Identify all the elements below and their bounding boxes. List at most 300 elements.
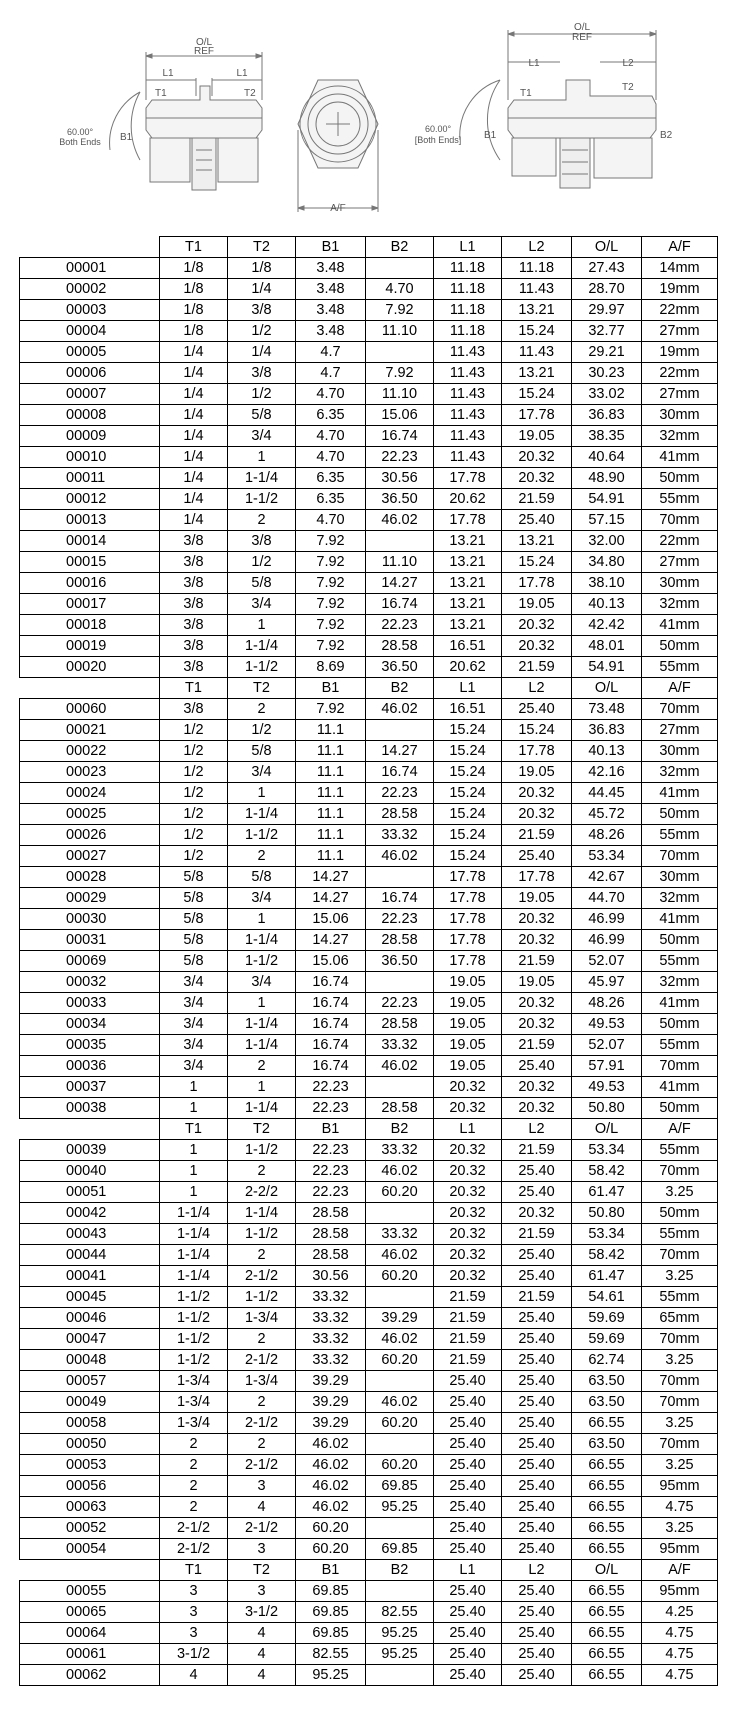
table-cell: 1-3/4 [228, 1308, 296, 1329]
part-number-cell: 00026 [20, 825, 160, 846]
table-row [20, 972, 718, 993]
table-header-row [20, 1560, 718, 1581]
column-header: O/L [572, 237, 642, 258]
table-cell: 15.06 [296, 909, 366, 930]
table-cell: 11.43 [434, 363, 502, 384]
table-row [20, 552, 718, 573]
table-cell: 3.25 [642, 1455, 718, 1476]
table-cell: 20.32 [502, 930, 572, 951]
part-number-cell: 00025 [20, 804, 160, 825]
table-cell: 1-1/4 [228, 930, 296, 951]
column-header: B2 [366, 237, 434, 258]
table-cell: 19.05 [434, 972, 502, 993]
table-row [20, 1245, 718, 1266]
table-cell: 7.92 [296, 636, 366, 657]
table-cell: 1/2 [160, 846, 228, 867]
table-cell: 1 [228, 447, 296, 468]
table-cell: 49.53 [572, 1014, 642, 1035]
table-cell: 2-1/2 [228, 1455, 296, 1476]
table-cell: 1/4 [160, 405, 228, 426]
table-cell: 44.70 [572, 888, 642, 909]
part-number-cell: 00014 [20, 531, 160, 552]
table-cell: 60.20 [366, 1182, 434, 1203]
table-cell: 20.62 [434, 657, 502, 678]
table-cell: 11.1 [296, 762, 366, 783]
table-cell: 1-1/4 [160, 1245, 228, 1266]
table-cell: 50.80 [572, 1098, 642, 1119]
table-cell: 1-1/2 [228, 657, 296, 678]
table-cell: 1 [160, 1161, 228, 1182]
table-cell: 2 [228, 1434, 296, 1455]
part-number-cell: 00061 [20, 1644, 160, 1665]
table-cell: 5/8 [228, 405, 296, 426]
part-number-cell: 00022 [20, 741, 160, 762]
table-cell: 1-1/2 [228, 1224, 296, 1245]
table-cell: 1-1/4 [228, 1203, 296, 1224]
table-cell: 11.43 [502, 342, 572, 363]
table-cell: 69.85 [296, 1602, 366, 1623]
table-row [20, 1644, 718, 1665]
table-cell: 46.02 [296, 1497, 366, 1518]
part-number-cell: 00005 [20, 342, 160, 363]
table-cell: 15.24 [502, 720, 572, 741]
table-cell: 66.55 [572, 1518, 642, 1539]
table-cell: 6.35 [296, 405, 366, 426]
table-cell: 52.07 [572, 951, 642, 972]
table-row [20, 951, 718, 972]
table-cell: 45.72 [572, 804, 642, 825]
table-row [20, 783, 718, 804]
table-cell: 54.91 [572, 489, 642, 510]
table-cell: 69.85 [296, 1623, 366, 1644]
header-blank-cell [20, 678, 160, 699]
table-cell: 20.32 [434, 1077, 502, 1098]
table-row [20, 930, 718, 951]
table-cell: 1/2 [228, 720, 296, 741]
table-cell: 25.40 [502, 1644, 572, 1665]
table-cell: 1/2 [160, 762, 228, 783]
part-number-cell: 00044 [20, 1245, 160, 1266]
part-number-cell: 00060 [20, 699, 160, 720]
left-angle-label: 60.00° [66, 127, 94, 137]
column-header: O/L [572, 1119, 642, 1140]
column-header: L1 [434, 1560, 502, 1581]
table-cell: 55mm [642, 1224, 718, 1245]
table-cell: 21.59 [434, 1329, 502, 1350]
table-cell: 95.25 [366, 1497, 434, 1518]
table-cell: 58.42 [572, 1245, 642, 1266]
table-cell: 4.75 [642, 1623, 718, 1644]
table-cell: 20.32 [434, 1098, 502, 1119]
table-row [20, 1476, 718, 1497]
table-cell: 16.51 [434, 699, 502, 720]
table-row [20, 1014, 718, 1035]
part-number-cell: 00010 [20, 447, 160, 468]
table-cell: 1/4 [160, 426, 228, 447]
table-row [20, 258, 718, 279]
table-cell: 30.56 [296, 1266, 366, 1287]
table-cell: 50mm [642, 1014, 718, 1035]
table-cell: 25.40 [502, 1371, 572, 1392]
table-cell: 1/8 [160, 321, 228, 342]
table-cell: 21.59 [502, 1140, 572, 1161]
table-cell: 2 [228, 1245, 296, 1266]
table-cell: 25.40 [502, 1245, 572, 1266]
table-cell: 70mm [642, 1434, 718, 1455]
table-cell: 25.40 [502, 1308, 572, 1329]
table-cell: 25.40 [502, 510, 572, 531]
table-cell: 1/2 [160, 804, 228, 825]
table-cell: 66.55 [572, 1476, 642, 1497]
table-cell: 4 [160, 1665, 228, 1686]
part-number-cell: 00016 [20, 573, 160, 594]
part-number-cell: 00049 [20, 1392, 160, 1413]
table-row [20, 825, 718, 846]
table-cell: 52.07 [572, 1035, 642, 1056]
table-cell: 11.10 [366, 552, 434, 573]
table-cell: 20.32 [434, 1266, 502, 1287]
table-cell: 32.77 [572, 321, 642, 342]
table-cell: 11.1 [296, 783, 366, 804]
table-row [20, 1581, 718, 1602]
table-cell: 1 [228, 783, 296, 804]
part-number-cell: 00069 [20, 951, 160, 972]
table-row [20, 1224, 718, 1245]
table-cell: 55mm [642, 489, 718, 510]
table-cell: 25.40 [434, 1581, 502, 1602]
table-cell: 1/2 [160, 741, 228, 762]
table-cell: 30mm [642, 741, 718, 762]
table-cell: 14.27 [366, 573, 434, 594]
column-header: B1 [296, 1119, 366, 1140]
table-cell: 2-1/2 [160, 1518, 228, 1539]
table-cell: 22mm [642, 300, 718, 321]
part-number-cell: 00040 [20, 1161, 160, 1182]
table-cell: 36.50 [366, 951, 434, 972]
table-row [20, 867, 718, 888]
table-cell: 1 [160, 1098, 228, 1119]
table-cell: 1/4 [228, 342, 296, 363]
table-cell: 27mm [642, 384, 718, 405]
table-cell: 22.23 [366, 615, 434, 636]
table-cell: 20.32 [502, 783, 572, 804]
part-number-cell: 00055 [20, 1581, 160, 1602]
column-header: L1 [434, 1119, 502, 1140]
table-cell: 5/8 [228, 741, 296, 762]
table-row [20, 384, 718, 405]
table-cell: 3-1/2 [160, 1644, 228, 1665]
table-row [20, 1518, 718, 1539]
table-cell [366, 1371, 434, 1392]
part-number-cell: 00024 [20, 783, 160, 804]
table-cell [366, 258, 434, 279]
table-cell: 2 [160, 1455, 228, 1476]
right-angle-label: 60.00° [424, 124, 452, 134]
table-cell: 11.10 [366, 384, 434, 405]
table-cell: 16.74 [366, 426, 434, 447]
table-cell: 13.21 [434, 552, 502, 573]
table-cell: 28.70 [572, 279, 642, 300]
column-header: T1 [160, 678, 228, 699]
table-cell: 25.40 [434, 1518, 502, 1539]
table-cell: 2-1/2 [228, 1266, 296, 1287]
table-cell: 1-1/2 [160, 1287, 228, 1308]
table-cell: 11.1 [296, 720, 366, 741]
column-header: B2 [366, 1560, 434, 1581]
table-cell: 3.25 [642, 1518, 718, 1539]
table-cell: 11.18 [434, 300, 502, 321]
table-cell: 16.74 [296, 1035, 366, 1056]
table-row [20, 720, 718, 741]
table-cell: 15.24 [434, 825, 502, 846]
table-cell: 66.55 [572, 1539, 642, 1560]
table-cell: 15.24 [434, 762, 502, 783]
table-row [20, 1539, 718, 1560]
table-cell: 20.32 [502, 636, 572, 657]
table-cell: 39.29 [296, 1392, 366, 1413]
table-cell: 17.78 [502, 573, 572, 594]
table-cell: 55mm [642, 1140, 718, 1161]
table-cell: 54.91 [572, 657, 642, 678]
table-cell: 50mm [642, 468, 718, 489]
column-header: B1 [296, 1560, 366, 1581]
table-cell: 3/4 [160, 1056, 228, 1077]
right-t2-label: T2 [622, 82, 634, 93]
table-cell: 1-3/4 [160, 1392, 228, 1413]
table-cell: 25.40 [502, 846, 572, 867]
table-row [20, 699, 718, 720]
part-number-cell: 00015 [20, 552, 160, 573]
table-cell: 17.78 [434, 930, 502, 951]
table-cell: 16.51 [434, 636, 502, 657]
table-cell: 22.23 [366, 783, 434, 804]
table-cell: 3 [228, 1581, 296, 1602]
table-cell: 66.55 [572, 1665, 642, 1686]
table-cell: 25.40 [434, 1644, 502, 1665]
table-cell: 2 [228, 699, 296, 720]
table-cell: 55mm [642, 825, 718, 846]
table-cell: 25.40 [502, 1161, 572, 1182]
table-row [20, 405, 718, 426]
part-number-cell: 00054 [20, 1539, 160, 1560]
table-row [20, 804, 718, 825]
table-cell: 3/8 [160, 573, 228, 594]
table-row [20, 1140, 718, 1161]
table-cell [366, 867, 434, 888]
table-cell: 41mm [642, 1077, 718, 1098]
table-cell: 1-1/4 [160, 1266, 228, 1287]
table-cell: 39.29 [296, 1371, 366, 1392]
table-row [20, 657, 718, 678]
table-cell: 46.02 [366, 846, 434, 867]
table-row [20, 1161, 718, 1182]
left-l1-right-label: L1 [236, 68, 248, 79]
table-cell: 95mm [642, 1476, 718, 1497]
table-cell: 50mm [642, 930, 718, 951]
table-cell: 19.05 [502, 888, 572, 909]
table-cell: 15.24 [434, 804, 502, 825]
table-cell: 50mm [642, 1098, 718, 1119]
table-cell: 66.55 [572, 1623, 642, 1644]
table-cell: 70mm [642, 1161, 718, 1182]
table-cell: 19mm [642, 342, 718, 363]
table-cell: 4 [228, 1623, 296, 1644]
right-ref-label: REF [572, 32, 592, 43]
table-cell: 20.32 [502, 804, 572, 825]
table-cell: 3/4 [160, 1035, 228, 1056]
table-cell: 14.27 [366, 741, 434, 762]
table-cell: 39.29 [296, 1413, 366, 1434]
table-cell [366, 1287, 434, 1308]
table-cell: 21.59 [502, 825, 572, 846]
table-cell: 13.21 [434, 531, 502, 552]
table-cell: 59.69 [572, 1308, 642, 1329]
table-cell: 21.59 [434, 1350, 502, 1371]
table-cell: 20.32 [502, 1077, 572, 1098]
table-cell: 1/2 [228, 552, 296, 573]
part-number-cell: 00028 [20, 867, 160, 888]
right-ol-label: O/L [573, 22, 591, 33]
part-number-cell: 00048 [20, 1350, 160, 1371]
part-number-cell: 00062 [20, 1665, 160, 1686]
table-cell: 11.1 [296, 825, 366, 846]
table-cell: 13.21 [502, 363, 572, 384]
table-cell: 32.00 [572, 531, 642, 552]
table-row [20, 1665, 718, 1686]
table-cell: 1/2 [160, 825, 228, 846]
hex-end-view-drawing [298, 80, 378, 212]
table-cell: 66.55 [572, 1581, 642, 1602]
table-cell: 3.48 [296, 279, 366, 300]
table-cell: 46.02 [366, 1245, 434, 1266]
table-cell: 3/8 [228, 531, 296, 552]
table-cell: 22.23 [366, 909, 434, 930]
column-header: A/F [642, 678, 718, 699]
table-cell: 60.20 [296, 1518, 366, 1539]
table-cell: 48.26 [572, 825, 642, 846]
table-cell: 48.90 [572, 468, 642, 489]
part-number-cell: 00031 [20, 930, 160, 951]
table-cell: 46.02 [366, 1161, 434, 1182]
table-cell: 33.32 [296, 1287, 366, 1308]
table-cell: 25.40 [502, 699, 572, 720]
table-cell: 48.01 [572, 636, 642, 657]
part-number-cell: 00056 [20, 1476, 160, 1497]
table-row [20, 1308, 718, 1329]
part-number-cell: 00037 [20, 1077, 160, 1098]
table-cell: 4.70 [296, 384, 366, 405]
table-cell: 4.70 [366, 279, 434, 300]
table-cell: 25.40 [434, 1371, 502, 1392]
column-header: O/L [572, 1560, 642, 1581]
table-row [20, 1266, 718, 1287]
table-cell: 20.32 [434, 1203, 502, 1224]
table-cell: 41mm [642, 993, 718, 1014]
table-cell: 11.43 [434, 384, 502, 405]
table-cell: 28.58 [366, 1014, 434, 1035]
table-cell: 17.78 [502, 405, 572, 426]
table-cell [366, 342, 434, 363]
table-cell: 70mm [642, 846, 718, 867]
part-number-cell: 00013 [20, 510, 160, 531]
table-cell: 13.21 [434, 594, 502, 615]
table-cell: 1-1/2 [160, 1350, 228, 1371]
table-cell: 57.15 [572, 510, 642, 531]
table-cell: 25.40 [502, 1665, 572, 1686]
table-cell: 3/8 [160, 699, 228, 720]
table-cell: 3.25 [642, 1266, 718, 1287]
table-cell: 19.05 [502, 426, 572, 447]
table-cell: 21.59 [502, 1287, 572, 1308]
table-row [20, 279, 718, 300]
table-cell: 17.78 [434, 888, 502, 909]
table-cell: 32mm [642, 594, 718, 615]
table-cell: 20.32 [434, 1140, 502, 1161]
column-header: T2 [228, 678, 296, 699]
table-cell: 1/4 [160, 447, 228, 468]
right-l1-label: L1 [528, 58, 540, 69]
header-blank-cell [20, 1119, 160, 1140]
table-cell: 19.05 [502, 762, 572, 783]
table-cell: 19mm [642, 279, 718, 300]
table-cell: 28.58 [296, 1245, 366, 1266]
table-cell: 3/4 [228, 888, 296, 909]
table-cell: 1 [228, 993, 296, 1014]
part-number-cell: 00001 [20, 258, 160, 279]
left-t1-label: T1 [155, 88, 167, 99]
table-cell: 50.80 [572, 1203, 642, 1224]
part-number-cell: 00041 [20, 1266, 160, 1287]
table-cell: 69.85 [296, 1581, 366, 1602]
table-cell: 44.45 [572, 783, 642, 804]
part-number-cell: 00051 [20, 1182, 160, 1203]
column-header: T2 [228, 1560, 296, 1581]
table-cell: 3/4 [228, 972, 296, 993]
table-cell: 63.50 [572, 1434, 642, 1455]
table-cell: 55mm [642, 1287, 718, 1308]
table-cell: 41mm [642, 615, 718, 636]
table-cell: 25.40 [434, 1602, 502, 1623]
table-cell: 1-1/2 [160, 1329, 228, 1350]
table-cell: 19.05 [434, 1056, 502, 1077]
table-row [20, 1035, 718, 1056]
table-row [20, 510, 718, 531]
part-number-cell: 00032 [20, 972, 160, 993]
table-cell: 1/4 [160, 342, 228, 363]
table-row [20, 300, 718, 321]
column-header: B2 [366, 678, 434, 699]
table-cell: 25.40 [434, 1665, 502, 1686]
part-number-cell: 00063 [20, 1497, 160, 1518]
table-cell: 46.02 [366, 510, 434, 531]
table-cell: 38.35 [572, 426, 642, 447]
table-cell: 13.21 [434, 573, 502, 594]
right-b2-label: B2 [660, 130, 673, 141]
table-cell: 46.99 [572, 909, 642, 930]
table-cell: 15.24 [502, 384, 572, 405]
table-cell: 21.59 [502, 1224, 572, 1245]
part-number-cell: 00045 [20, 1287, 160, 1308]
table-cell: 42.42 [572, 615, 642, 636]
table-cell [366, 720, 434, 741]
part-number-cell: 00011 [20, 468, 160, 489]
part-number-cell: 00019 [20, 636, 160, 657]
table-cell: 25.40 [502, 1476, 572, 1497]
table-cell: 17.78 [502, 741, 572, 762]
table-cell: 3/4 [160, 1014, 228, 1035]
table-cell: 20.32 [502, 993, 572, 1014]
table-row [20, 741, 718, 762]
